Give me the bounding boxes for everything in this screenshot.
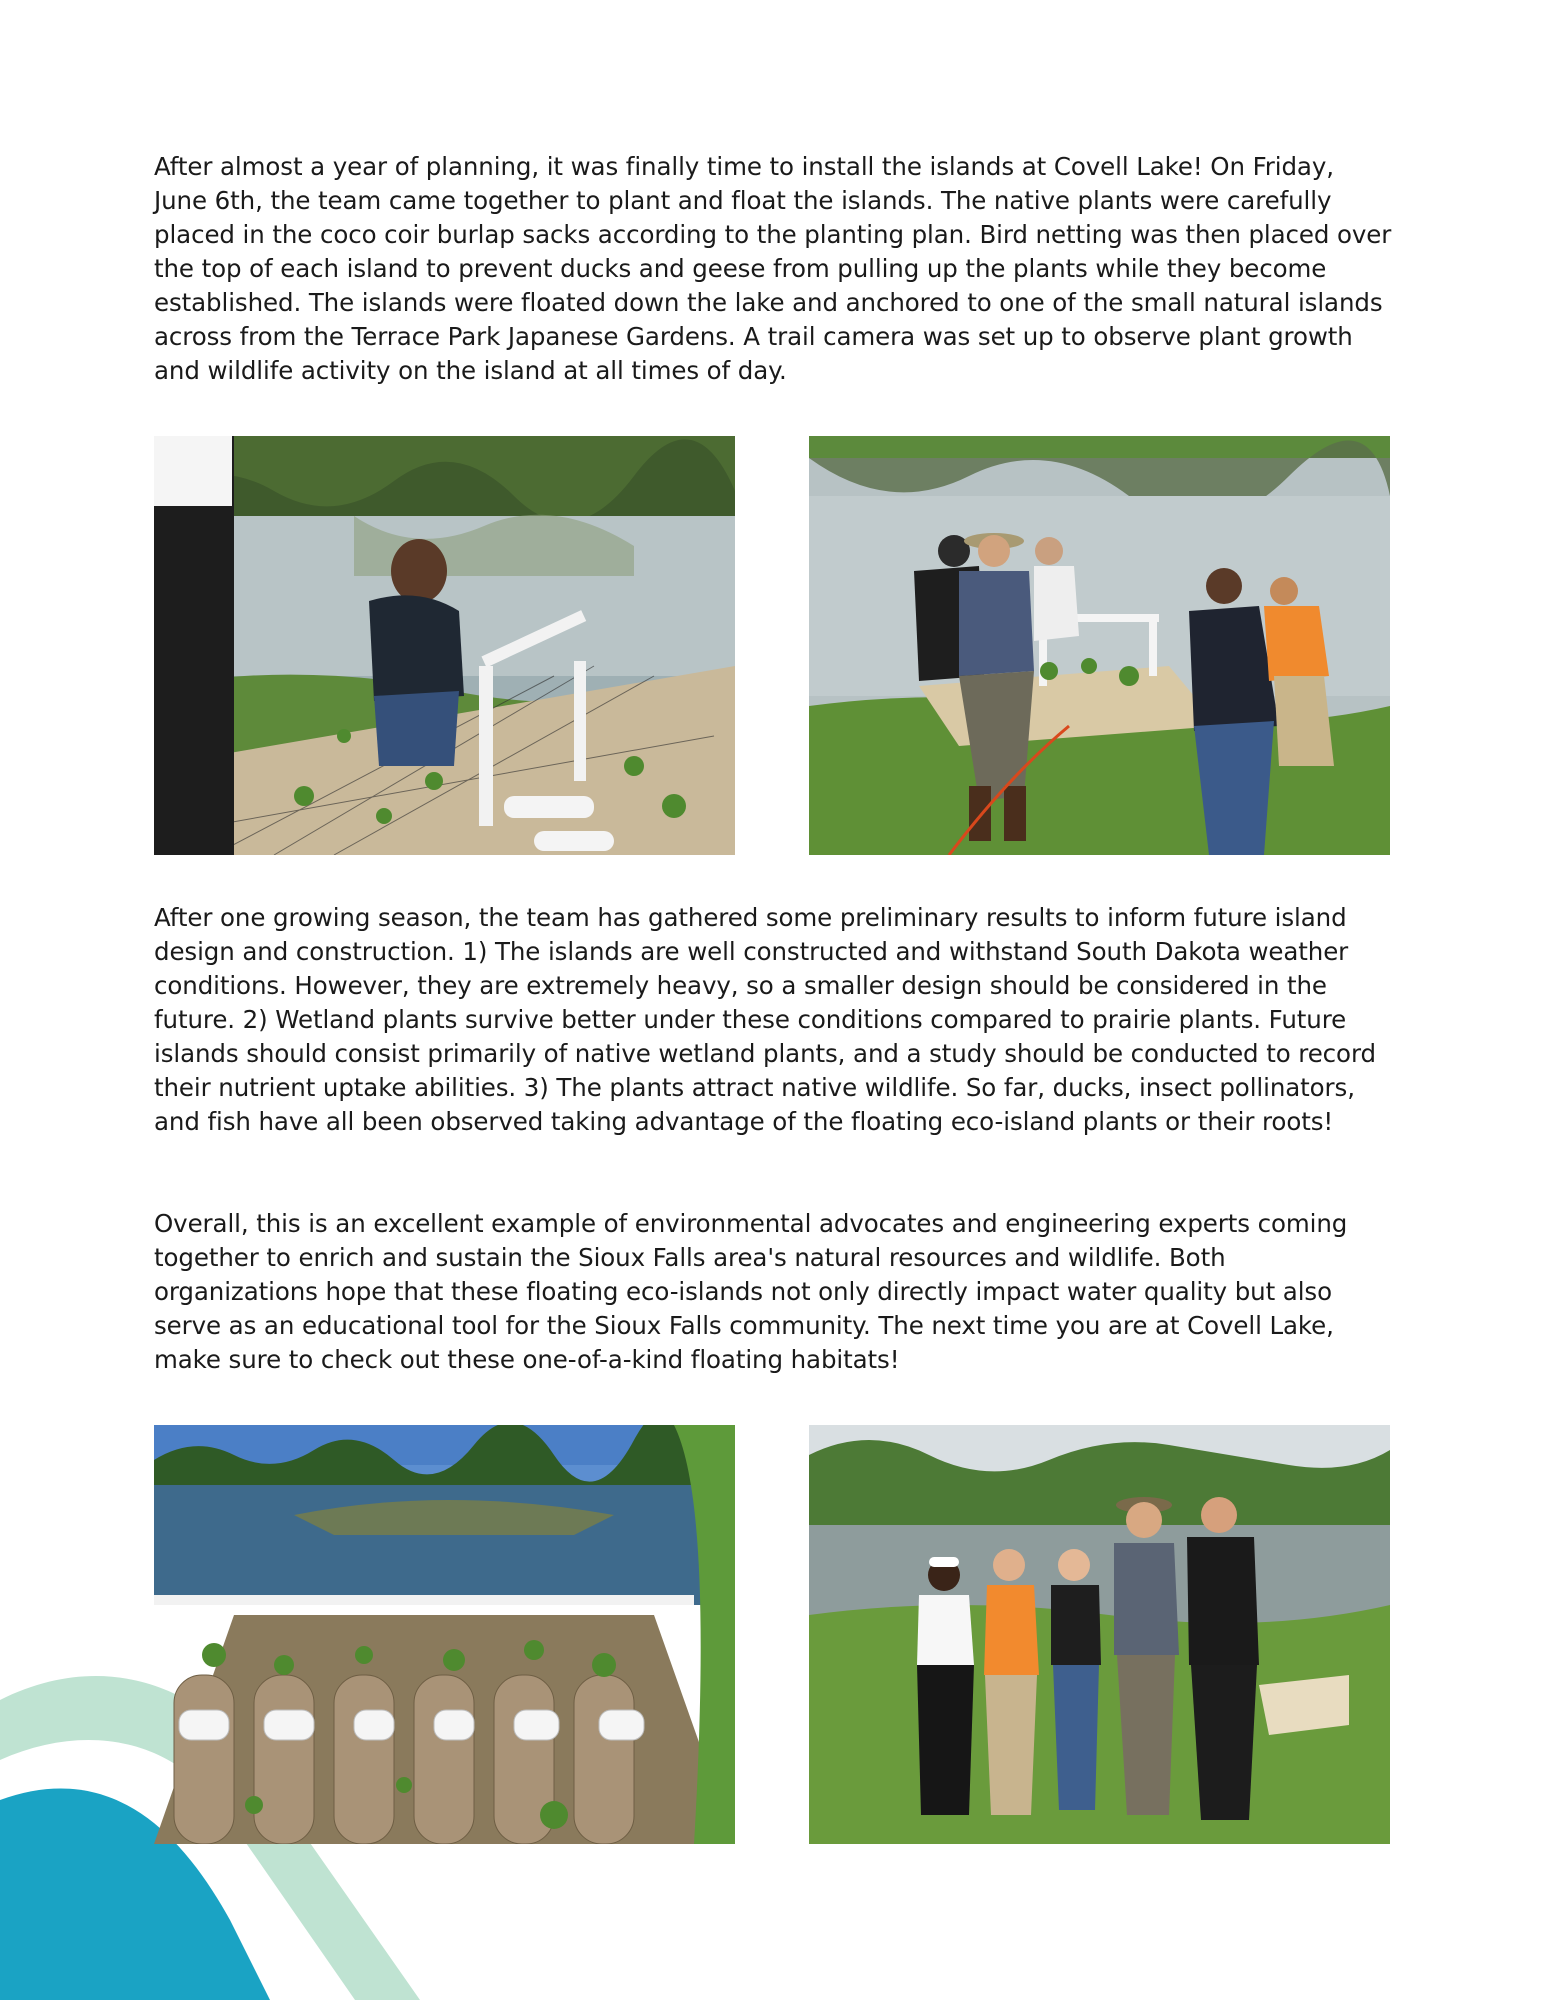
- paragraph-results: After one growing season, the team has gathered some preliminary results to inform future island design and construction. 1) The islands are well constructed and withstand South Dakota weather conditions. However, they are extremely heavy, so a smaller design should be considered in the future. 2) Wetland plants survive better under these conditions compared to prairie plants. Future islands should consist primarily of native wetland plants, and a study should be conducted to record their nutrient uptake abilities. 3) The plants attract native wildlife. So far, ducks, insect pollinators, and fish have all been observed taking advantage of the floating eco-island plants or their roots!: [154, 903, 1376, 1136]
- paragraph-installation: After almost a year of planning, it was finally time to install the islands at Covell Lake! On Friday, June 6th, the team came together to plant and float the islands. The native plants were carefully placed in the coco coir burlap sacks according to the planting plan. Bird netting was then placed over the top of each island to prevent ducks and geese from pulling up the plants while they become established. The islands were floated down the lake and anchored to one of the small natural islands across from the Terrace Park Japanese Gardens. A trail camera was set up to observe plant growth and wildlife activity on the island at all times of day.: [154, 152, 1392, 385]
- photo-planting-island: [154, 436, 735, 855]
- paragraph-overall: Overall, this is an excellent example of environmental advocates and engineering experts coming together to enrich and sustain the Sioux Falls area's natural resources and wildlife. Both organizations hope that these floating eco-islands not only directly impact water quality but also serve as an educational tool for the Sioux Falls community. The next time you are at Covell Lake, make sure to check out these one-of-a-kind floating habitats!: [154, 1209, 1348, 1374]
- photo-floating-islands: [154, 1425, 735, 1844]
- photo-carrying-island: [809, 436, 1390, 855]
- photo-team-group: [809, 1425, 1390, 1844]
